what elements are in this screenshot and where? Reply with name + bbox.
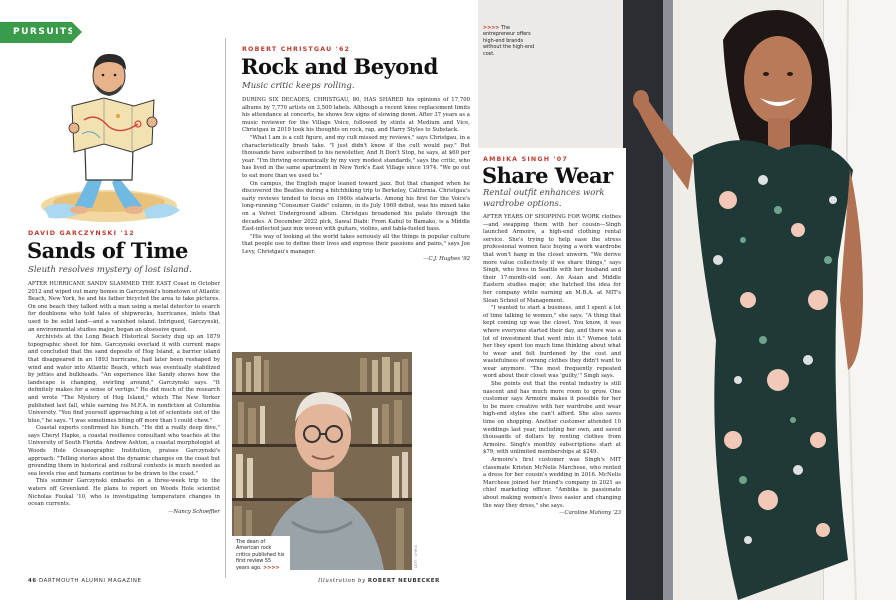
paragraph: AFTER YEARS OF SHOPPING FOR WORK clothes—and swapping them with her cousin—Singh launched Armoire, a high-end clothing rental service. She's trying to help ease the stress professional women face buying a work wardrobe that won't hang in the closet unworn. "We derive more value collectively if we share things," says Singh, who lives in Seattle with her husband and their 17-month-old son. An Asian and Middle Eastern studies major, she hatched the idea for her company while earning an M.B.A. at MIT's Sloan School of Management. <box>483 214 621 304</box>
story1-byline: —Nancy Schoeffler <box>168 508 220 515</box>
story2-photo-caption <box>232 536 290 574</box>
magazine-name: DARTMOUTH ALUMNI MAGAZINE <box>39 578 142 584</box>
paragraph: "I wanted to start a business, and I spent a lot of time talking to women," she says. "A thing that kept coming up was the closet. You know, it was where everyone started their day, and there was a lot of investment that went into it." Women told her they spent too much time thinking about what to wear and felt burdened by the cost and wastefulness of owning clothes they didn't want to wear anymore. "The most frequently repeated word about their closet was 'guilty,'" Singh says. <box>483 305 621 380</box>
story1-kicker: DAVID GARCZYNSKI '12 <box>28 230 135 237</box>
illustrator-name: ROBERT NEUBECKER <box>367 578 440 584</box>
story2-photo-credit: LEFT: CHRIS <box>414 544 418 568</box>
page-number: 46 <box>28 578 37 584</box>
paragraph: "His way of looking at the world takes seriously all the things in popular culture that people use to define their lives and express their passions and pains," says Joe Levy, Christgau's manager. <box>242 233 470 255</box>
illustration-man-with-map <box>34 48 184 226</box>
folio-left <box>28 578 142 584</box>
paragraph: DURING SIX DECADES, CHRISTGAU, 80, HAS SHARED his opinions of 17,700 albums by 7,770 artists on 3,500 labels. Although a recent knee replacement limits his attendance at concerts, he shows few signs of slowing down. After 37 years as a music reviewer for the Village Voice, followed by stints at Medium and Vice, Christgau in 2019 took his thoughts on rock, rap, and Harry Styles to Substack. <box>242 97 470 134</box>
caption-arrows: >>>> <box>263 564 280 571</box>
illustration-label: Illustration by <box>318 578 366 584</box>
story3-kicker: AMBIKA SINGH '07 <box>483 156 568 163</box>
section-tag: PURSUITS <box>0 22 72 43</box>
paragraph: Archivists at the Long Beach Historical Society dug up an 1879 topographic sheet for him. Garczynski overlaid it with current maps and concluded that the sand deposits of Hog Island, a barrier island that disappeared in an 1893 hurricane, had later been reshaped by wind and water into Atlantic Beach, which was eventually stabilized by jetties and bulkheads. "An experience like Sandy shows how the landscape is changing, swirling around," Garczynski says. "It definitely makes for a sense of vertigo." He did much of the research and wrote "The Mystery of Hog Island," which The New Yorker published last fall, while earning his M.F.A. in nonfiction at Columbia University. "You find yourself approaching a lot of scientists out of the blue," he says. "I was sometimes biting off more than I could chew." <box>28 334 220 424</box>
paragraph: Armoire's first customer was Singh's MIT classmate Kristen McNelis Marchese, who rented a dress for her cousin's wedding in 2016. McNelis Marchese joined her friend's company in 2021 as chief marketing officer. "Ambika is passionate about making women's lives easier and changing the way they dress," she says. <box>483 457 621 509</box>
paragraph: "What I am is a cult figure, and my cult missed my reviews," says Christgau, in a characteristically brash take. "I just didn't know if the cult would pay." But thousands have subscribed to his newsletter, And It Don't Stop, he says, at $60 per year. "I'm thriving economically by my very modest standards," says the critic, who has lived in the same apartment in New York's East Village since 1974. "We go out to eat more than we used to." <box>242 134 470 179</box>
paragraph: She points out that the rental industry is still nascent and has much more room to grow. One customer says Armoire makes it possible for her to be more creative with her wardrobe and wear high-end styles she can't afford. She also saves time on shopping. Another customer attended 10 weddings last year, including her own, and saved thousands of dollars by renting clothes from Armoire. Singh's monthly subscriptions start at $79, with unlimited memberships at $249. <box>483 381 621 456</box>
story3-byline: —Caroline Mahony '23 <box>559 510 621 517</box>
story3-dek: Rental outfit enhances work wardrobe options. <box>483 188 605 209</box>
illustration-credit <box>318 578 440 584</box>
map-icon <box>72 98 154 152</box>
story2-headline: Rock and Beyond <box>241 54 438 79</box>
paragraph: On campus, the English major leaned toward jazz. But that changed when he discovered the Beatles during a hitchhiking trip to Berkeley, California. Christgau's early reviews tended to focus on 1960s stalwarts. Among his first for the Voice's long-running "Consumer Guide" column, in its July 1969 debut, was his mixed take on a Velvet Underground album. Christgau broadened his palate through the decades. A December 2022 pick, Sawal Diabi: From Kabul to Bamako, is a Middle East-inflected jazz mix woven with guitars, violins, and tabla-fueled bass. <box>242 180 470 233</box>
paragraph: Coastal experts confirmed his hunch. "He did a really deep dive," says Cheryl Hapke, a coastal resilience consultant who teaches at the University of South Florida. Andrew Ashton, a coastal morphologist at Woods Hole Oceanographic Institution, praises Garczynski's approach: "Telling stories about the dynamic changes on the coast but grounding them in historical and cultural contexts is much needed as sea levels rise and humans continue to be drawn to the coast." <box>28 425 220 477</box>
caption-arrows: >>>> <box>483 25 500 31</box>
caption-text: The dean of American rock critics published his first review 55 years ago. <box>236 539 285 571</box>
story2-byline: —C.J. Hughes '92 <box>423 256 470 263</box>
story2-body <box>242 97 470 264</box>
story1-body <box>28 281 220 516</box>
paragraph: This summer Garczynski embarks on a three-week trip to the waters off Greenland. He plans to report on Woods Hole scientist Nicholas Foukal '10, who is investigating temperature changes in ocean currents. <box>28 478 220 508</box>
story1-dek: Sleuth resolves mystery of lost island. <box>28 265 192 275</box>
story2-kicker: ROBERT CHRISTGAU '62 <box>242 46 351 53</box>
caption-text: The entrepreneur offers high-end brands without the high-end cost. <box>483 25 535 57</box>
paragraph: AFTER HURRICANE SANDY SLAMMED THE EAST Coast in October 2012 and wiped out many homes in Garczynski's hometown of Atlantic Beach, New York, he and his father bicycled the area to take pictures. On one beach they talked with a man using a metal detector to search for doubloons who told tales of shipwrecks, hurricanes, inlets that used to be solid land—and a vanished island. Intrigued, Garczynski, an environmental studies major, began an obsessive quest. <box>28 281 220 333</box>
story3-body <box>483 214 621 518</box>
story1-headline: Sands of Time <box>27 238 188 263</box>
story2-dek: Music critic keeps rolling. <box>242 81 355 91</box>
story3-headline: Share Wear <box>482 163 613 188</box>
story3-photo-caption <box>479 22 539 60</box>
column-divider <box>225 38 226 578</box>
